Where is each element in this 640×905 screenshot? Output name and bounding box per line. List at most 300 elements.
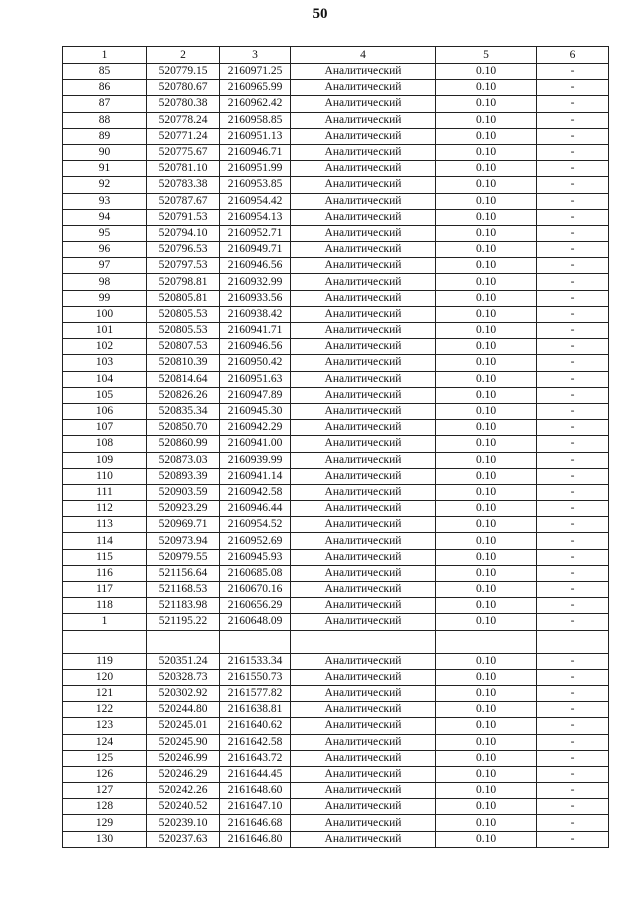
method-cell: Аналитический — [291, 718, 436, 734]
point-number-cell: 127 — [63, 783, 147, 799]
note-cell: - — [537, 420, 609, 436]
note-cell: - — [537, 565, 609, 581]
note-cell: - — [537, 225, 609, 241]
x-coordinate-cell: 520903.59 — [147, 484, 220, 500]
method-cell: Аналитический — [291, 517, 436, 533]
note-cell: - — [537, 669, 609, 685]
y-coordinate-cell: 2160962.42 — [220, 96, 291, 112]
accuracy-cell: 0.10 — [436, 436, 537, 452]
y-coordinate-cell: 2161642.58 — [220, 734, 291, 750]
x-coordinate-cell: 521168.53 — [147, 582, 220, 598]
note-cell: - — [537, 436, 609, 452]
x-coordinate-cell: 520245.90 — [147, 734, 220, 750]
accuracy-cell: 0.10 — [436, 323, 537, 339]
y-coordinate-cell: 2160941.14 — [220, 468, 291, 484]
point-number-cell: 116 — [63, 565, 147, 581]
y-coordinate-cell: 2160648.09 — [220, 614, 291, 630]
x-coordinate-cell: 520797.53 — [147, 258, 220, 274]
note-cell: - — [537, 193, 609, 209]
x-coordinate-cell: 520805.53 — [147, 323, 220, 339]
method-cell: Аналитический — [291, 290, 436, 306]
method-cell: Аналитический — [291, 533, 436, 549]
y-coordinate-cell: 2160946.56 — [220, 339, 291, 355]
x-coordinate-cell: 520781.10 — [147, 161, 220, 177]
accuracy-cell: 0.10 — [436, 144, 537, 160]
point-number-cell: 114 — [63, 533, 147, 549]
accuracy-cell: 0.10 — [436, 355, 537, 371]
method-cell: Аналитический — [291, 258, 436, 274]
x-coordinate-cell: 520240.52 — [147, 799, 220, 815]
table-row — [63, 501, 609, 517]
point-number-cell: 89 — [63, 128, 147, 144]
x-coordinate-cell: 520873.03 — [147, 452, 220, 468]
accuracy-cell: 0.10 — [436, 598, 537, 614]
column-header-cell: 4 — [291, 47, 436, 64]
table-row — [63, 436, 609, 452]
x-coordinate-cell: 520783.38 — [147, 177, 220, 193]
point-number-cell: 122 — [63, 702, 147, 718]
y-coordinate-cell: 2160939.99 — [220, 452, 291, 468]
method-cell: Аналитический — [291, 193, 436, 209]
y-coordinate-cell: 2160958.85 — [220, 112, 291, 128]
point-number-cell: 123 — [63, 718, 147, 734]
x-coordinate-cell: 520850.70 — [147, 420, 220, 436]
accuracy-cell: 0.10 — [436, 517, 537, 533]
point-number-cell: 96 — [63, 242, 147, 258]
accuracy-cell: 0.10 — [436, 96, 537, 112]
note-cell: - — [537, 64, 609, 80]
note-cell: - — [537, 242, 609, 258]
point-number-cell: 111 — [63, 484, 147, 500]
table-row — [63, 242, 609, 258]
accuracy-cell: 0.10 — [436, 225, 537, 241]
y-coordinate-cell: 2160954.52 — [220, 517, 291, 533]
method-cell: Аналитический — [291, 403, 436, 419]
point-number-cell: 129 — [63, 815, 147, 831]
note-cell: - — [537, 831, 609, 847]
table-row — [63, 193, 609, 209]
accuracy-cell: 0.10 — [436, 766, 537, 782]
accuracy-cell: 0.10 — [436, 80, 537, 96]
y-coordinate-cell: 2161640.62 — [220, 718, 291, 734]
accuracy-cell: 0.10 — [436, 533, 537, 549]
table-row — [63, 371, 609, 387]
note-cell: - — [537, 80, 609, 96]
empty-cell — [220, 630, 291, 653]
method-cell: Аналитический — [291, 653, 436, 669]
accuracy-cell: 0.10 — [436, 161, 537, 177]
x-coordinate-cell: 520780.38 — [147, 96, 220, 112]
y-coordinate-cell: 2160951.13 — [220, 128, 291, 144]
note-cell: - — [537, 702, 609, 718]
table-row — [63, 718, 609, 734]
x-coordinate-cell: 520979.55 — [147, 549, 220, 565]
note-cell: - — [537, 549, 609, 565]
x-coordinate-cell: 520246.29 — [147, 766, 220, 782]
method-cell: Аналитический — [291, 815, 436, 831]
note-cell: - — [537, 783, 609, 799]
table-row — [63, 387, 609, 403]
table-row — [63, 290, 609, 306]
x-coordinate-cell: 520245.01 — [147, 718, 220, 734]
table-row — [63, 339, 609, 355]
x-coordinate-cell: 520860.99 — [147, 436, 220, 452]
table-row — [63, 225, 609, 241]
accuracy-cell: 0.10 — [436, 501, 537, 517]
accuracy-cell: 0.10 — [436, 718, 537, 734]
x-coordinate-cell: 520814.64 — [147, 371, 220, 387]
y-coordinate-cell: 2161643.72 — [220, 750, 291, 766]
x-coordinate-cell: 520810.39 — [147, 355, 220, 371]
point-number-cell: 88 — [63, 112, 147, 128]
method-cell: Аналитический — [291, 80, 436, 96]
table-row — [63, 96, 609, 112]
x-coordinate-cell: 520969.71 — [147, 517, 220, 533]
method-cell: Аналитический — [291, 549, 436, 565]
note-cell: - — [537, 501, 609, 517]
x-coordinate-cell: 520893.39 — [147, 468, 220, 484]
note-cell: - — [537, 468, 609, 484]
x-coordinate-cell: 520794.10 — [147, 225, 220, 241]
accuracy-cell: 0.10 — [436, 815, 537, 831]
table-row — [63, 403, 609, 419]
x-coordinate-cell: 520242.26 — [147, 783, 220, 799]
note-cell: - — [537, 355, 609, 371]
empty-cell — [63, 630, 147, 653]
x-coordinate-cell: 520302.92 — [147, 685, 220, 701]
accuracy-cell: 0.10 — [436, 799, 537, 815]
table-row — [63, 614, 609, 630]
page-number: 50 — [312, 6, 328, 22]
accuracy-cell: 0.10 — [436, 209, 537, 225]
y-coordinate-cell: 2160951.99 — [220, 161, 291, 177]
x-coordinate-cell: 520791.53 — [147, 209, 220, 225]
method-cell: Аналитический — [291, 734, 436, 750]
y-coordinate-cell: 2160965.99 — [220, 80, 291, 96]
accuracy-cell: 0.10 — [436, 669, 537, 685]
note-cell: - — [537, 582, 609, 598]
y-coordinate-cell: 2160932.99 — [220, 274, 291, 290]
point-number-cell: 107 — [63, 420, 147, 436]
table-row — [63, 144, 609, 160]
x-coordinate-cell: 520237.63 — [147, 831, 220, 847]
y-coordinate-cell: 2160952.71 — [220, 225, 291, 241]
note-cell: - — [537, 734, 609, 750]
accuracy-cell: 0.10 — [436, 64, 537, 80]
x-coordinate-cell: 520351.24 — [147, 653, 220, 669]
method-cell: Аналитический — [291, 339, 436, 355]
y-coordinate-cell: 2160685.08 — [220, 565, 291, 581]
table-row — [63, 734, 609, 750]
point-number-cell: 95 — [63, 225, 147, 241]
y-coordinate-cell: 2161577.82 — [220, 685, 291, 701]
note-cell: - — [537, 112, 609, 128]
y-coordinate-cell: 2160945.93 — [220, 549, 291, 565]
point-number-cell: 130 — [63, 831, 147, 847]
note-cell: - — [537, 96, 609, 112]
y-coordinate-cell: 2161533.34 — [220, 653, 291, 669]
x-coordinate-cell: 520246.99 — [147, 750, 220, 766]
note-cell: - — [537, 209, 609, 225]
y-coordinate-cell: 2160946.56 — [220, 258, 291, 274]
method-cell: Аналитический — [291, 420, 436, 436]
table-row — [63, 306, 609, 322]
accuracy-cell: 0.10 — [436, 783, 537, 799]
x-coordinate-cell: 521183.98 — [147, 598, 220, 614]
note-cell: - — [537, 177, 609, 193]
table-row — [63, 653, 609, 669]
table-body — [63, 47, 609, 848]
empty-cell — [147, 630, 220, 653]
point-number-cell: 112 — [63, 501, 147, 517]
accuracy-cell: 0.10 — [436, 242, 537, 258]
x-coordinate-cell: 520244.80 — [147, 702, 220, 718]
point-number-cell: 102 — [63, 339, 147, 355]
point-number-cell: 90 — [63, 144, 147, 160]
table-row — [63, 80, 609, 96]
table-row — [63, 452, 609, 468]
method-cell: Аналитический — [291, 750, 436, 766]
x-coordinate-cell: 520771.24 — [147, 128, 220, 144]
table-row — [63, 209, 609, 225]
method-cell: Аналитический — [291, 161, 436, 177]
table-row — [63, 355, 609, 371]
table-row — [63, 750, 609, 766]
column-header-cell: 2 — [147, 47, 220, 64]
x-coordinate-cell: 520239.10 — [147, 815, 220, 831]
y-coordinate-cell: 2160951.63 — [220, 371, 291, 387]
method-cell: Аналитический — [291, 436, 436, 452]
point-number-cell: 103 — [63, 355, 147, 371]
coordinates-table — [62, 46, 609, 848]
y-coordinate-cell: 2160941.00 — [220, 436, 291, 452]
y-coordinate-cell: 2161644.45 — [220, 766, 291, 782]
y-coordinate-cell: 2161638.81 — [220, 702, 291, 718]
method-cell: Аналитический — [291, 468, 436, 484]
x-coordinate-cell: 520923.29 — [147, 501, 220, 517]
table-row — [63, 582, 609, 598]
table-row — [63, 468, 609, 484]
table-row — [63, 815, 609, 831]
y-coordinate-cell: 2160656.29 — [220, 598, 291, 614]
point-number-cell: 93 — [63, 193, 147, 209]
accuracy-cell: 0.10 — [436, 387, 537, 403]
empty-cell — [436, 630, 537, 653]
method-cell: Аналитический — [291, 96, 436, 112]
table-row — [63, 323, 609, 339]
point-number-cell: 120 — [63, 669, 147, 685]
note-cell: - — [537, 306, 609, 322]
point-number-cell: 1 — [63, 614, 147, 630]
y-coordinate-cell: 2160947.89 — [220, 387, 291, 403]
header-row — [63, 47, 609, 64]
accuracy-cell: 0.10 — [436, 468, 537, 484]
accuracy-cell: 0.10 — [436, 549, 537, 565]
note-cell: - — [537, 371, 609, 387]
method-cell: Аналитический — [291, 598, 436, 614]
y-coordinate-cell: 2160949.71 — [220, 242, 291, 258]
note-cell: - — [537, 274, 609, 290]
method-cell: Аналитический — [291, 306, 436, 322]
note-cell: - — [537, 533, 609, 549]
y-coordinate-cell: 2160953.85 — [220, 177, 291, 193]
x-coordinate-cell: 520807.53 — [147, 339, 220, 355]
table-row — [63, 484, 609, 500]
y-coordinate-cell: 2160938.42 — [220, 306, 291, 322]
table-row — [63, 799, 609, 815]
note-cell: - — [537, 815, 609, 831]
y-coordinate-cell: 2160950.42 — [220, 355, 291, 371]
method-cell: Аналитический — [291, 582, 436, 598]
note-cell: - — [537, 484, 609, 500]
point-number-cell: 118 — [63, 598, 147, 614]
y-coordinate-cell: 2160942.58 — [220, 484, 291, 500]
column-header-cell: 5 — [436, 47, 537, 64]
accuracy-cell: 0.10 — [436, 614, 537, 630]
method-cell: Аналитический — [291, 64, 436, 80]
point-number-cell: 94 — [63, 209, 147, 225]
method-cell: Аналитический — [291, 452, 436, 468]
table-row — [63, 274, 609, 290]
note-cell: - — [537, 614, 609, 630]
accuracy-cell: 0.10 — [436, 750, 537, 766]
note-cell: - — [537, 161, 609, 177]
point-number-cell: 98 — [63, 274, 147, 290]
x-coordinate-cell: 520805.81 — [147, 290, 220, 306]
column-header-cell: 1 — [63, 47, 147, 64]
note-cell: - — [537, 718, 609, 734]
method-cell: Аналитический — [291, 112, 436, 128]
y-coordinate-cell: 2160941.71 — [220, 323, 291, 339]
point-number-cell: 100 — [63, 306, 147, 322]
x-coordinate-cell: 521195.22 — [147, 614, 220, 630]
method-cell: Аналитический — [291, 177, 436, 193]
point-number-cell: 86 — [63, 80, 147, 96]
point-number-cell: 87 — [63, 96, 147, 112]
y-coordinate-cell: 2160945.30 — [220, 403, 291, 419]
accuracy-cell: 0.10 — [436, 290, 537, 306]
y-coordinate-cell: 2161648.60 — [220, 783, 291, 799]
x-coordinate-cell: 520787.67 — [147, 193, 220, 209]
y-coordinate-cell: 2160954.42 — [220, 193, 291, 209]
table-row — [63, 420, 609, 436]
note-cell: - — [537, 339, 609, 355]
accuracy-cell: 0.10 — [436, 128, 537, 144]
method-cell: Аналитический — [291, 831, 436, 847]
method-cell: Аналитический — [291, 225, 436, 241]
point-number-cell: 97 — [63, 258, 147, 274]
point-number-cell: 101 — [63, 323, 147, 339]
method-cell: Аналитический — [291, 702, 436, 718]
table-row — [63, 598, 609, 614]
table-row — [63, 702, 609, 718]
point-number-cell: 85 — [63, 64, 147, 80]
table-row — [63, 258, 609, 274]
column-header-cell: 3 — [220, 47, 291, 64]
method-cell: Аналитический — [291, 783, 436, 799]
note-cell: - — [537, 452, 609, 468]
table-row — [63, 669, 609, 685]
accuracy-cell: 0.10 — [436, 177, 537, 193]
accuracy-cell: 0.10 — [436, 582, 537, 598]
method-cell: Аналитический — [291, 371, 436, 387]
method-cell: Аналитический — [291, 323, 436, 339]
x-coordinate-cell: 520805.53 — [147, 306, 220, 322]
point-number-cell: 108 — [63, 436, 147, 452]
note-cell: - — [537, 258, 609, 274]
point-number-cell: 99 — [63, 290, 147, 306]
table-row — [63, 517, 609, 533]
x-coordinate-cell: 520779.15 — [147, 64, 220, 80]
accuracy-cell: 0.10 — [436, 702, 537, 718]
x-coordinate-cell: 520973.94 — [147, 533, 220, 549]
point-number-cell: 92 — [63, 177, 147, 193]
point-number-cell: 121 — [63, 685, 147, 701]
table-row — [63, 565, 609, 581]
note-cell: - — [537, 144, 609, 160]
y-coordinate-cell: 2160952.69 — [220, 533, 291, 549]
accuracy-cell: 0.10 — [436, 452, 537, 468]
method-cell: Аналитический — [291, 128, 436, 144]
y-coordinate-cell: 2160971.25 — [220, 64, 291, 80]
method-cell: Аналитический — [291, 144, 436, 160]
method-cell: Аналитический — [291, 209, 436, 225]
table-row — [63, 533, 609, 549]
table-row — [63, 549, 609, 565]
y-coordinate-cell: 2161646.80 — [220, 831, 291, 847]
note-cell: - — [537, 598, 609, 614]
method-cell: Аналитический — [291, 355, 436, 371]
table-row — [63, 783, 609, 799]
accuracy-cell: 0.10 — [436, 339, 537, 355]
accuracy-cell: 0.10 — [436, 734, 537, 750]
x-coordinate-cell: 520796.53 — [147, 242, 220, 258]
point-number-cell: 106 — [63, 403, 147, 419]
method-cell: Аналитический — [291, 484, 436, 500]
note-cell: - — [537, 766, 609, 782]
note-cell: - — [537, 653, 609, 669]
x-coordinate-cell: 520798.81 — [147, 274, 220, 290]
point-number-cell: 110 — [63, 468, 147, 484]
point-number-cell: 128 — [63, 799, 147, 815]
point-number-cell: 105 — [63, 387, 147, 403]
accuracy-cell: 0.10 — [436, 653, 537, 669]
y-coordinate-cell: 2160670.16 — [220, 582, 291, 598]
note-cell: - — [537, 128, 609, 144]
accuracy-cell: 0.10 — [436, 685, 537, 701]
x-coordinate-cell: 520328.73 — [147, 669, 220, 685]
section-separator-row — [63, 630, 609, 653]
y-coordinate-cell: 2161646.68 — [220, 815, 291, 831]
y-coordinate-cell: 2160954.13 — [220, 209, 291, 225]
y-coordinate-cell: 2160942.29 — [220, 420, 291, 436]
y-coordinate-cell: 2160946.44 — [220, 501, 291, 517]
table-row — [63, 831, 609, 847]
accuracy-cell: 0.10 — [436, 831, 537, 847]
note-cell: - — [537, 517, 609, 533]
accuracy-cell: 0.10 — [436, 258, 537, 274]
point-number-cell: 124 — [63, 734, 147, 750]
point-number-cell: 117 — [63, 582, 147, 598]
note-cell: - — [537, 799, 609, 815]
method-cell: Аналитический — [291, 565, 436, 581]
point-number-cell: 119 — [63, 653, 147, 669]
column-header-cell: 6 — [537, 47, 609, 64]
point-number-cell: 125 — [63, 750, 147, 766]
method-cell: Аналитический — [291, 242, 436, 258]
table-row — [63, 177, 609, 193]
accuracy-cell: 0.10 — [436, 193, 537, 209]
